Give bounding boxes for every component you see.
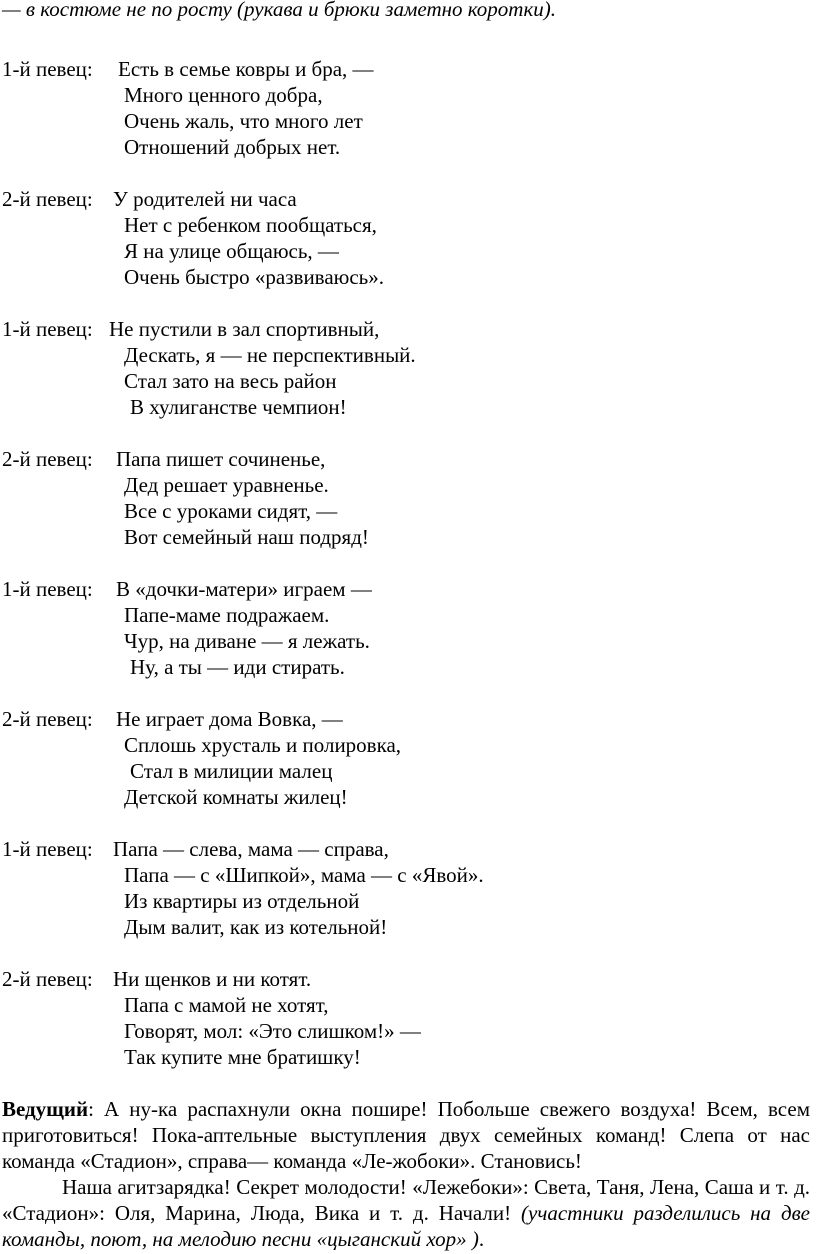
- verse-line: Говорят, мол: «Это слишком!» —: [124, 1019, 421, 1043]
- verse-line: Детской комнаты жилец!: [124, 785, 348, 809]
- verse-line: В хулиганстве чемпион!: [130, 395, 347, 419]
- speaker-label: 2-й певец:: [2, 447, 93, 471]
- speaker-label: 1-й певец:: [2, 57, 93, 81]
- verse-line: Папа — слева, мама — справа,: [113, 837, 389, 861]
- verse-line: Очень жаль, что много лет: [124, 109, 363, 133]
- verse-line: Дед решает уравненье.: [124, 473, 329, 497]
- verse-line: Чур, на диване — я лежать.: [124, 629, 370, 653]
- verse-line: Стал зато на весь район: [124, 369, 337, 393]
- verse-line: Вот семейный наш подряд!: [124, 525, 369, 549]
- verse-line: Стал в милиции малец: [130, 759, 333, 783]
- speaker-label: 1-й певец:: [2, 837, 93, 861]
- verse-line: Ни щенков и ни котят.: [113, 967, 312, 991]
- host-text: А ну-ка распахнули окна пошире! Побольше свежего воздуха! Всем, всем приготовиться! Пока-аптельные выступления двух семейных команд! Слепа от нас команда «Стадион», справа— команда «Ле-жобоки». Становись!: [2, 1097, 810, 1173]
- verse-line: Дым валит, как из котельной!: [124, 915, 388, 939]
- verse-line: Папа — с «Шипкой», мама — с «Явой».: [124, 863, 484, 887]
- verse-line: Сплошь хрусталь и полировка,: [124, 733, 402, 757]
- verse-line: Очень быстро «развиваюсь».: [124, 265, 384, 289]
- verse-line: Все с уроками сидят, —: [124, 499, 338, 523]
- verse-line: Из квартиры из отдельной: [124, 889, 360, 913]
- verse-line: Не играет дома Вовка, —: [116, 707, 343, 731]
- verse-line: Дескать, я — не перспективный.: [124, 343, 416, 367]
- verse-line: Папа пишет сочиненье,: [116, 447, 326, 471]
- verse-line: Папа с мамой не хотят,: [124, 993, 329, 1017]
- verse-line: В «дочки-матери» играем —: [116, 577, 372, 601]
- host-label: Ведущий: [2, 1097, 89, 1121]
- verse-line: Так купите мне братишку!: [124, 1045, 361, 1069]
- verse-line: Я на улице общаюсь, —: [124, 239, 339, 263]
- verse-line: Есть в семье ковры и бра, —: [118, 57, 374, 81]
- stage-direction: — в костюме не по росту (рукава и брюки заметно коротки).: [2, 0, 557, 21]
- host-paragraph-2: [2, 1174, 810, 1252]
- verse-line: Отношений добрых нет.: [124, 135, 341, 159]
- verse-line: Много ценного добра,: [124, 83, 323, 107]
- speaker-label: 2-й певец:: [2, 967, 93, 991]
- speaker-label: 1-й певец:: [2, 317, 93, 341]
- verse-line: Ну, а ты — иди стирать.: [130, 655, 345, 679]
- verse-line: У родителей ни часа: [113, 187, 297, 211]
- stage-direction-2: (участники разделились на две команды, поют, на мелодию песни «цыганский хор» ): [2, 1201, 811, 1251]
- speaker-label: 2-й певец:: [2, 707, 93, 731]
- verse-line: Папе-маме подражаем.: [124, 603, 330, 627]
- host-colon: :: [88, 1097, 94, 1121]
- host-text-2-end: .: [478, 1227, 485, 1251]
- host-paragraph: [2, 1096, 810, 1174]
- verse-line: Нет с ребенком пообщаться,: [124, 213, 377, 237]
- speaker-label: 2-й певец:: [2, 187, 93, 211]
- verse-line: Не пустили в зал спортивный,: [109, 317, 380, 341]
- host-text-2: Наша агитзарядка! Секрет молодости! «Лежебоки»: Света, Таня, Лена, Саша и т. д. «Стадион»: Оля, Марина, Люда, Вика и т. д. Начали!: [2, 1175, 810, 1225]
- speaker-label: 1-й певец:: [2, 577, 93, 601]
